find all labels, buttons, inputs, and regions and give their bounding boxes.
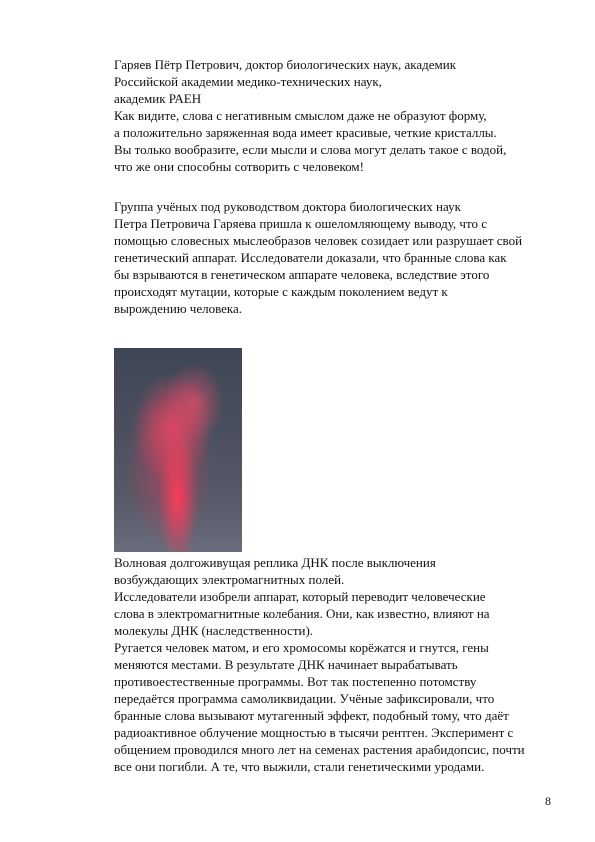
text-line: слова в электромагнитные колебания. Они, как известно, влияют на — [114, 606, 490, 621]
text-line: помощью словесных мыслеобразов человек созидает или разрушает свой — [114, 233, 523, 248]
text-line: радиоактивное облучение мощностью в тысячи рентген. Эксперимент с — [114, 725, 514, 740]
text-line: бы взрываются в генетическом аппарате человека, вследствие этого — [114, 267, 490, 282]
text-line: генетический аппарат. Исследователи доказали, что бранные слова как — [114, 250, 507, 265]
text-line: меняются местами. В результате ДНК начинает вырабатывать — [114, 657, 458, 672]
text-line: противоестественные программы. Вот так постепенно потомству — [114, 674, 477, 689]
text-line: бранные слова вызывают мутагенный эффект, подобный тому, что даёт — [114, 708, 509, 723]
text-line: Гаряев Пётр Петрович, доктор биологических наук, академик — [114, 57, 457, 72]
text-line: передаётся программа самоликвидации. Учёные зафиксировали, что — [114, 691, 495, 706]
text-line: возбуждающих электромагнитных полей. — [114, 572, 345, 587]
text-line: Группа учёных под руководством доктора биологических наук — [114, 199, 461, 214]
dna-phantom-photo — [114, 348, 242, 552]
text-line: общением проводился много лет на семенах растения арабидопсис, почти — [114, 742, 525, 757]
text-line: Петра Петровича Гаряева пришла к ошеломляющему выводу, что с — [114, 216, 487, 231]
text-line: Как видите, слова с негативным смыслом даже не образуют форму, — [114, 108, 487, 123]
caption-and-body — [114, 554, 564, 775]
text-line: а положительно заряженная вода имеет красивые, четкие кристаллы. — [114, 125, 497, 140]
text-line: Ругается человек матом, и его хромосомы корёжатся и гнутся, гены — [114, 640, 489, 655]
text-line: происходят мутации, которые с каждым поколением ведут к — [114, 284, 448, 299]
page-number: 8 — [545, 794, 551, 808]
text-line: Исследователи изобрели аппарат, который переводит человеческие — [114, 589, 486, 604]
text-line: Российской академии медико-технических наук, — [114, 74, 382, 89]
text-line: академик РАЕН — [114, 91, 202, 106]
research-paragraph — [114, 198, 564, 317]
text-line: вырождению человека. — [114, 301, 243, 316]
text-line: Вы только вообразите, если мысли и слова могут делать такое с водой, — [114, 142, 507, 157]
text-line: что же они способны сотворить с человеком! — [114, 159, 364, 174]
intro-paragraph — [114, 56, 564, 175]
text-line: молекулы ДНК (наследственности). — [114, 623, 314, 638]
text-line: Волновая долгоживущая реплика ДНК после выключения — [114, 555, 436, 570]
text-line: все они погибли. А те, что выжили, стали генетическими уродами. — [114, 759, 485, 774]
